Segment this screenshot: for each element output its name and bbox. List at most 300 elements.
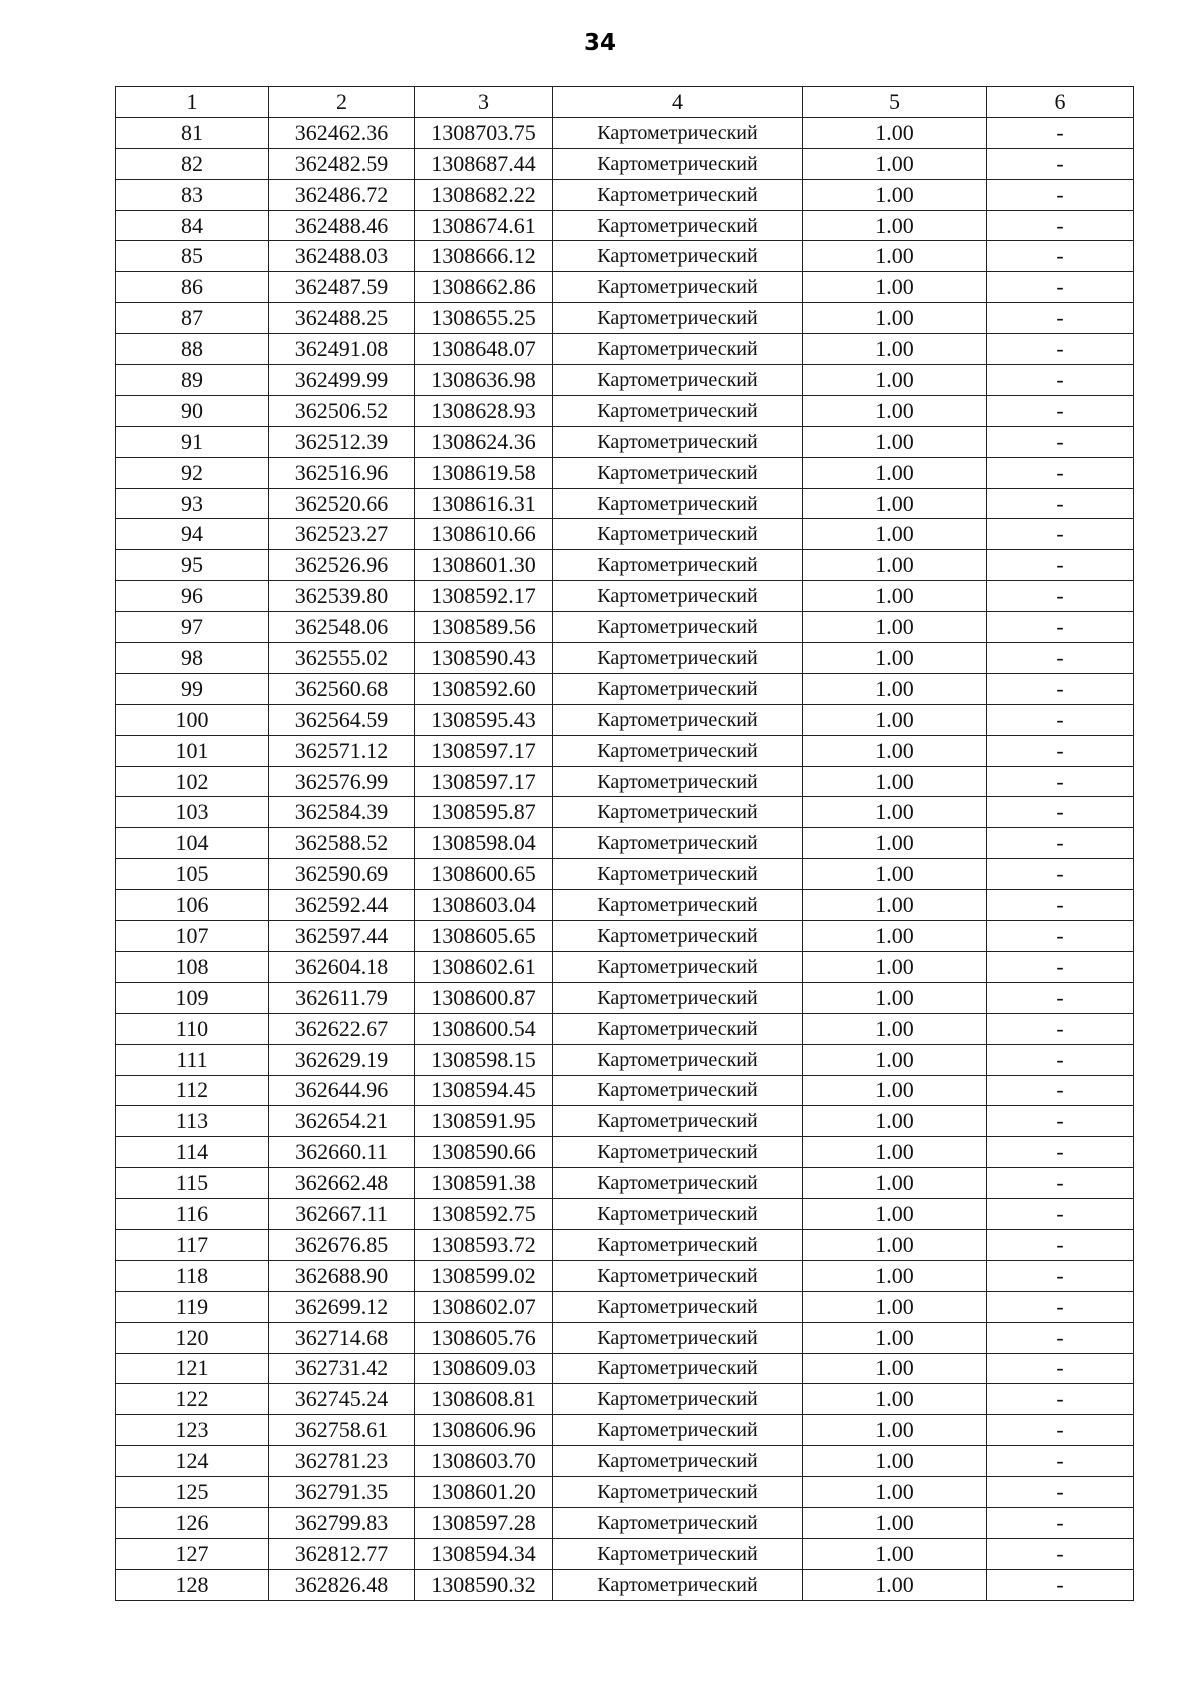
y-coordinate-cell: 1308594.34 — [415, 1538, 553, 1569]
method-cell: Картометрический — [553, 1415, 803, 1446]
x-coordinate-cell: 362791.35 — [269, 1477, 415, 1508]
column-header: 2 — [269, 87, 415, 118]
x-coordinate-cell: 362654.21 — [269, 1106, 415, 1137]
description-cell: - — [987, 1199, 1134, 1230]
y-coordinate-cell: 1308597.28 — [415, 1507, 553, 1538]
accuracy-cell: 1.00 — [803, 426, 987, 457]
x-coordinate-cell: 362604.18 — [269, 951, 415, 982]
y-coordinate-cell: 1308609.03 — [415, 1353, 553, 1384]
method-cell: Картометрический — [553, 179, 803, 210]
point-number-cell: 124 — [116, 1446, 269, 1477]
accuracy-cell: 1.00 — [803, 1384, 987, 1415]
point-number-cell: 125 — [116, 1477, 269, 1508]
y-coordinate-cell: 1308687.44 — [415, 148, 553, 179]
accuracy-cell: 1.00 — [803, 303, 987, 334]
accuracy-cell: 1.00 — [803, 1044, 987, 1075]
point-number-cell: 86 — [116, 272, 269, 303]
y-coordinate-cell: 1308682.22 — [415, 179, 553, 210]
x-coordinate-cell: 362488.46 — [269, 210, 415, 241]
point-number-cell: 95 — [116, 550, 269, 581]
accuracy-cell: 1.00 — [803, 766, 987, 797]
table-row — [116, 1538, 1134, 1569]
accuracy-cell: 1.00 — [803, 1507, 987, 1538]
description-cell: - — [987, 117, 1134, 148]
x-coordinate-cell: 362539.80 — [269, 581, 415, 612]
y-coordinate-cell: 1308600.87 — [415, 982, 553, 1013]
accuracy-cell: 1.00 — [803, 982, 987, 1013]
description-cell: - — [987, 581, 1134, 612]
method-cell: Картометрический — [553, 704, 803, 735]
accuracy-cell: 1.00 — [803, 272, 987, 303]
x-coordinate-cell: 362590.69 — [269, 859, 415, 890]
table-row — [116, 1322, 1134, 1353]
y-coordinate-cell: 1308590.32 — [415, 1569, 553, 1600]
y-coordinate-cell: 1308662.86 — [415, 272, 553, 303]
table-row — [116, 519, 1134, 550]
description-cell: - — [987, 426, 1134, 457]
point-number-cell: 103 — [116, 797, 269, 828]
table-row — [116, 951, 1134, 982]
method-cell: Картометрический — [553, 365, 803, 396]
y-coordinate-cell: 1308597.17 — [415, 766, 553, 797]
y-coordinate-cell: 1308636.98 — [415, 365, 553, 396]
page-number: 34 — [583, 30, 616, 56]
description-cell: - — [987, 1353, 1134, 1384]
x-coordinate-cell: 362622.67 — [269, 1013, 415, 1044]
point-number-cell: 120 — [116, 1322, 269, 1353]
table-row — [116, 704, 1134, 735]
accuracy-cell: 1.00 — [803, 395, 987, 426]
description-cell: - — [987, 550, 1134, 581]
point-number-cell: 91 — [116, 426, 269, 457]
method-cell: Картометрический — [553, 148, 803, 179]
accuracy-cell: 1.00 — [803, 365, 987, 396]
description-cell: - — [987, 1291, 1134, 1322]
table-row — [116, 766, 1134, 797]
table-body — [116, 117, 1134, 1600]
point-number-cell: 109 — [116, 982, 269, 1013]
table-row — [116, 334, 1134, 365]
point-number-cell: 111 — [116, 1044, 269, 1075]
description-cell: - — [987, 1322, 1134, 1353]
accuracy-cell: 1.00 — [803, 859, 987, 890]
y-coordinate-cell: 1308592.75 — [415, 1199, 553, 1230]
column-header: 6 — [987, 87, 1134, 118]
accuracy-cell: 1.00 — [803, 148, 987, 179]
accuracy-cell: 1.00 — [803, 1353, 987, 1384]
accuracy-cell: 1.00 — [803, 1415, 987, 1446]
method-cell: Картометрический — [553, 797, 803, 828]
method-cell: Картометрический — [553, 1569, 803, 1600]
y-coordinate-cell: 1308590.43 — [415, 643, 553, 674]
x-coordinate-cell: 362560.68 — [269, 673, 415, 704]
accuracy-cell: 1.00 — [803, 673, 987, 704]
x-coordinate-cell: 362482.59 — [269, 148, 415, 179]
point-number-cell: 96 — [116, 581, 269, 612]
table-row — [116, 1384, 1134, 1415]
point-number-cell: 87 — [116, 303, 269, 334]
accuracy-cell: 1.00 — [803, 457, 987, 488]
accuracy-cell: 1.00 — [803, 1291, 987, 1322]
point-number-cell: 128 — [116, 1569, 269, 1600]
point-number-cell: 97 — [116, 612, 269, 643]
method-cell: Картометрический — [553, 1353, 803, 1384]
y-coordinate-cell: 1308703.75 — [415, 117, 553, 148]
x-coordinate-cell: 362758.61 — [269, 1415, 415, 1446]
description-cell: - — [987, 673, 1134, 704]
method-cell: Картометрический — [553, 951, 803, 982]
y-coordinate-cell: 1308605.76 — [415, 1322, 553, 1353]
y-coordinate-cell: 1308610.66 — [415, 519, 553, 550]
method-cell: Картометрический — [553, 550, 803, 581]
x-coordinate-cell: 362731.42 — [269, 1353, 415, 1384]
method-cell: Картометрический — [553, 1229, 803, 1260]
x-coordinate-cell: 362629.19 — [269, 1044, 415, 1075]
method-cell: Картометрический — [553, 1044, 803, 1075]
y-coordinate-cell: 1308592.17 — [415, 581, 553, 612]
y-coordinate-cell: 1308619.58 — [415, 457, 553, 488]
table-row — [116, 1075, 1134, 1106]
table-row — [116, 890, 1134, 921]
accuracy-cell: 1.00 — [803, 828, 987, 859]
method-cell: Картометрический — [553, 334, 803, 365]
table-row — [116, 457, 1134, 488]
x-coordinate-cell: 362499.99 — [269, 365, 415, 396]
method-cell: Картометрический — [553, 643, 803, 674]
accuracy-cell: 1.00 — [803, 550, 987, 581]
table-row — [116, 148, 1134, 179]
table-row — [116, 1415, 1134, 1446]
column-header: 5 — [803, 87, 987, 118]
description-cell: - — [987, 704, 1134, 735]
table-row — [116, 365, 1134, 396]
table-row — [116, 272, 1134, 303]
x-coordinate-cell: 362487.59 — [269, 272, 415, 303]
x-coordinate-cell: 362667.11 — [269, 1199, 415, 1230]
x-coordinate-cell: 362526.96 — [269, 550, 415, 581]
table-row — [116, 488, 1134, 519]
description-cell: - — [987, 1013, 1134, 1044]
description-cell: - — [987, 643, 1134, 674]
x-coordinate-cell: 362826.48 — [269, 1569, 415, 1600]
description-cell: - — [987, 828, 1134, 859]
x-coordinate-cell: 362781.23 — [269, 1446, 415, 1477]
description-cell: - — [987, 365, 1134, 396]
table-row — [116, 921, 1134, 952]
description-cell: - — [987, 1044, 1134, 1075]
x-coordinate-cell: 362506.52 — [269, 395, 415, 426]
method-cell: Картометрический — [553, 1106, 803, 1137]
method-cell: Картометрический — [553, 921, 803, 952]
description-cell: - — [987, 1075, 1134, 1106]
method-cell: Картометрический — [553, 1446, 803, 1477]
method-cell: Картометрический — [553, 303, 803, 334]
method-cell: Картометрический — [553, 1322, 803, 1353]
method-cell: Картометрический — [553, 890, 803, 921]
point-number-cell: 102 — [116, 766, 269, 797]
accuracy-cell: 1.00 — [803, 1199, 987, 1230]
description-cell: - — [987, 519, 1134, 550]
y-coordinate-cell: 1308591.38 — [415, 1168, 553, 1199]
y-coordinate-cell: 1308655.25 — [415, 303, 553, 334]
description-cell: - — [987, 951, 1134, 982]
method-cell: Картометрический — [553, 828, 803, 859]
y-coordinate-cell: 1308606.96 — [415, 1415, 553, 1446]
accuracy-cell: 1.00 — [803, 890, 987, 921]
y-coordinate-cell: 1308594.45 — [415, 1075, 553, 1106]
description-cell: - — [987, 457, 1134, 488]
column-header: 3 — [415, 87, 553, 118]
point-number-cell: 99 — [116, 673, 269, 704]
point-number-cell: 100 — [116, 704, 269, 735]
accuracy-cell: 1.00 — [803, 921, 987, 952]
point-number-cell: 81 — [116, 117, 269, 148]
x-coordinate-cell: 362660.11 — [269, 1137, 415, 1168]
method-cell: Картометрический — [553, 519, 803, 550]
accuracy-cell: 1.00 — [803, 1260, 987, 1291]
method-cell: Картометрический — [553, 1013, 803, 1044]
y-coordinate-cell: 1308624.36 — [415, 426, 553, 457]
description-cell: - — [987, 766, 1134, 797]
accuracy-cell: 1.00 — [803, 1137, 987, 1168]
point-number-cell: 90 — [116, 395, 269, 426]
point-number-cell: 105 — [116, 859, 269, 890]
method-cell: Картометрический — [553, 1477, 803, 1508]
method-cell: Картометрический — [553, 1199, 803, 1230]
method-cell: Картометрический — [553, 581, 803, 612]
point-number-cell: 123 — [116, 1415, 269, 1446]
method-cell: Картометрический — [553, 612, 803, 643]
accuracy-cell: 1.00 — [803, 735, 987, 766]
x-coordinate-cell: 362564.59 — [269, 704, 415, 735]
accuracy-cell: 1.00 — [803, 210, 987, 241]
y-coordinate-cell: 1308591.95 — [415, 1106, 553, 1137]
table-row — [116, 1353, 1134, 1384]
y-coordinate-cell: 1308595.87 — [415, 797, 553, 828]
x-coordinate-cell: 362520.66 — [269, 488, 415, 519]
table-row — [116, 210, 1134, 241]
method-cell: Картометрический — [553, 457, 803, 488]
x-coordinate-cell: 362611.79 — [269, 982, 415, 1013]
y-coordinate-cell: 1308593.72 — [415, 1229, 553, 1260]
accuracy-cell: 1.00 — [803, 1538, 987, 1569]
x-coordinate-cell: 362523.27 — [269, 519, 415, 550]
table-row — [116, 117, 1134, 148]
point-number-cell: 92 — [116, 457, 269, 488]
point-number-cell: 106 — [116, 890, 269, 921]
description-cell: - — [987, 272, 1134, 303]
x-coordinate-cell: 362576.99 — [269, 766, 415, 797]
x-coordinate-cell: 362688.90 — [269, 1260, 415, 1291]
table-row — [116, 797, 1134, 828]
table-row — [116, 581, 1134, 612]
point-number-cell: 108 — [116, 951, 269, 982]
point-number-cell: 84 — [116, 210, 269, 241]
method-cell: Картометрический — [553, 859, 803, 890]
point-number-cell: 115 — [116, 1168, 269, 1199]
table-row — [116, 1569, 1134, 1600]
x-coordinate-cell: 362512.39 — [269, 426, 415, 457]
y-coordinate-cell: 1308598.04 — [415, 828, 553, 859]
accuracy-cell: 1.00 — [803, 704, 987, 735]
table-row — [116, 1168, 1134, 1199]
description-cell: - — [987, 1507, 1134, 1538]
y-coordinate-cell: 1308600.54 — [415, 1013, 553, 1044]
y-coordinate-cell: 1308602.61 — [415, 951, 553, 982]
method-cell: Картометрический — [553, 766, 803, 797]
point-number-cell: 122 — [116, 1384, 269, 1415]
accuracy-cell: 1.00 — [803, 612, 987, 643]
table-row — [116, 179, 1134, 210]
description-cell: - — [987, 334, 1134, 365]
method-cell: Картометрический — [553, 488, 803, 519]
table-row — [116, 303, 1134, 334]
point-number-cell: 127 — [116, 1538, 269, 1569]
accuracy-cell: 1.00 — [803, 643, 987, 674]
point-number-cell: 121 — [116, 1353, 269, 1384]
accuracy-cell: 1.00 — [803, 1322, 987, 1353]
point-number-cell: 82 — [116, 148, 269, 179]
y-coordinate-cell: 1308608.81 — [415, 1384, 553, 1415]
y-coordinate-cell: 1308600.65 — [415, 859, 553, 890]
point-number-cell: 85 — [116, 241, 269, 272]
method-cell: Картометрический — [553, 1168, 803, 1199]
method-cell: Картометрический — [553, 210, 803, 241]
accuracy-cell: 1.00 — [803, 1075, 987, 1106]
description-cell: - — [987, 1569, 1134, 1600]
point-number-cell: 126 — [116, 1507, 269, 1538]
method-cell: Картометрический — [553, 1538, 803, 1569]
description-cell: - — [987, 612, 1134, 643]
method-cell: Картометрический — [553, 1507, 803, 1538]
table-row — [116, 1044, 1134, 1075]
y-coordinate-cell: 1308592.60 — [415, 673, 553, 704]
table-row — [116, 859, 1134, 890]
method-cell: Картометрический — [553, 673, 803, 704]
table-row — [116, 1229, 1134, 1260]
point-number-cell: 88 — [116, 334, 269, 365]
y-coordinate-cell: 1308590.66 — [415, 1137, 553, 1168]
point-number-cell: 110 — [116, 1013, 269, 1044]
y-coordinate-cell: 1308666.12 — [415, 241, 553, 272]
y-coordinate-cell: 1308616.31 — [415, 488, 553, 519]
accuracy-cell: 1.00 — [803, 179, 987, 210]
accuracy-cell: 1.00 — [803, 1477, 987, 1508]
x-coordinate-cell: 362488.03 — [269, 241, 415, 272]
x-coordinate-cell: 362462.36 — [269, 117, 415, 148]
description-cell: - — [987, 303, 1134, 334]
method-cell: Картометрический — [553, 272, 803, 303]
method-cell: Картометрический — [553, 1260, 803, 1291]
accuracy-cell: 1.00 — [803, 1569, 987, 1600]
description-cell: - — [987, 859, 1134, 890]
description-cell: - — [987, 1137, 1134, 1168]
point-number-cell: 89 — [116, 365, 269, 396]
x-coordinate-cell: 362597.44 — [269, 921, 415, 952]
table-row — [116, 1199, 1134, 1230]
y-coordinate-cell: 1308603.04 — [415, 890, 553, 921]
method-cell: Картометрический — [553, 735, 803, 766]
description-cell: - — [987, 1446, 1134, 1477]
x-coordinate-cell: 362699.12 — [269, 1291, 415, 1322]
point-number-cell: 112 — [116, 1075, 269, 1106]
method-cell: Картометрический — [553, 117, 803, 148]
description-cell: - — [987, 1538, 1134, 1569]
x-coordinate-cell: 362516.96 — [269, 457, 415, 488]
description-cell: - — [987, 179, 1134, 210]
coordinates-table — [115, 86, 1134, 1601]
x-coordinate-cell: 362799.83 — [269, 1507, 415, 1538]
method-cell: Картометрический — [553, 982, 803, 1013]
accuracy-cell: 1.00 — [803, 951, 987, 982]
x-coordinate-cell: 362662.48 — [269, 1168, 415, 1199]
x-coordinate-cell: 362486.72 — [269, 179, 415, 210]
point-number-cell: 93 — [116, 488, 269, 519]
point-number-cell: 104 — [116, 828, 269, 859]
column-header: 1 — [116, 87, 269, 118]
description-cell: - — [987, 210, 1134, 241]
method-cell: Картометрический — [553, 426, 803, 457]
table-row — [116, 1446, 1134, 1477]
table-header-row — [116, 87, 1134, 118]
table-row — [116, 735, 1134, 766]
y-coordinate-cell: 1308599.02 — [415, 1260, 553, 1291]
x-coordinate-cell: 362555.02 — [269, 643, 415, 674]
description-cell: - — [987, 1106, 1134, 1137]
table-row — [116, 550, 1134, 581]
accuracy-cell: 1.00 — [803, 241, 987, 272]
y-coordinate-cell: 1308602.07 — [415, 1291, 553, 1322]
y-coordinate-cell: 1308648.07 — [415, 334, 553, 365]
point-number-cell: 94 — [116, 519, 269, 550]
x-coordinate-cell: 362714.68 — [269, 1322, 415, 1353]
description-cell: - — [987, 241, 1134, 272]
description-cell: - — [987, 1384, 1134, 1415]
table-row — [116, 395, 1134, 426]
table-row — [116, 1013, 1134, 1044]
point-number-cell: 114 — [116, 1137, 269, 1168]
table-row — [116, 1507, 1134, 1538]
point-number-cell: 119 — [116, 1291, 269, 1322]
accuracy-cell: 1.00 — [803, 1446, 987, 1477]
accuracy-cell: 1.00 — [803, 1229, 987, 1260]
point-number-cell: 107 — [116, 921, 269, 952]
x-coordinate-cell: 362676.85 — [269, 1229, 415, 1260]
method-cell: Картометрический — [553, 241, 803, 272]
accuracy-cell: 1.00 — [803, 488, 987, 519]
table-row — [116, 426, 1134, 457]
accuracy-cell: 1.00 — [803, 1013, 987, 1044]
accuracy-cell: 1.00 — [803, 334, 987, 365]
description-cell: - — [987, 735, 1134, 766]
description-cell: - — [987, 1168, 1134, 1199]
table-row — [116, 1106, 1134, 1137]
table-row — [116, 982, 1134, 1013]
method-cell: Картометрический — [553, 1291, 803, 1322]
point-number-cell: 83 — [116, 179, 269, 210]
y-coordinate-cell: 1308605.65 — [415, 921, 553, 952]
column-header: 4 — [553, 87, 803, 118]
accuracy-cell: 1.00 — [803, 581, 987, 612]
x-coordinate-cell: 362584.39 — [269, 797, 415, 828]
x-coordinate-cell: 362812.77 — [269, 1538, 415, 1569]
x-coordinate-cell: 362592.44 — [269, 890, 415, 921]
y-coordinate-cell: 1308597.17 — [415, 735, 553, 766]
y-coordinate-cell: 1308628.93 — [415, 395, 553, 426]
table-row — [116, 673, 1134, 704]
table-row — [116, 828, 1134, 859]
y-coordinate-cell: 1308603.70 — [415, 1446, 553, 1477]
